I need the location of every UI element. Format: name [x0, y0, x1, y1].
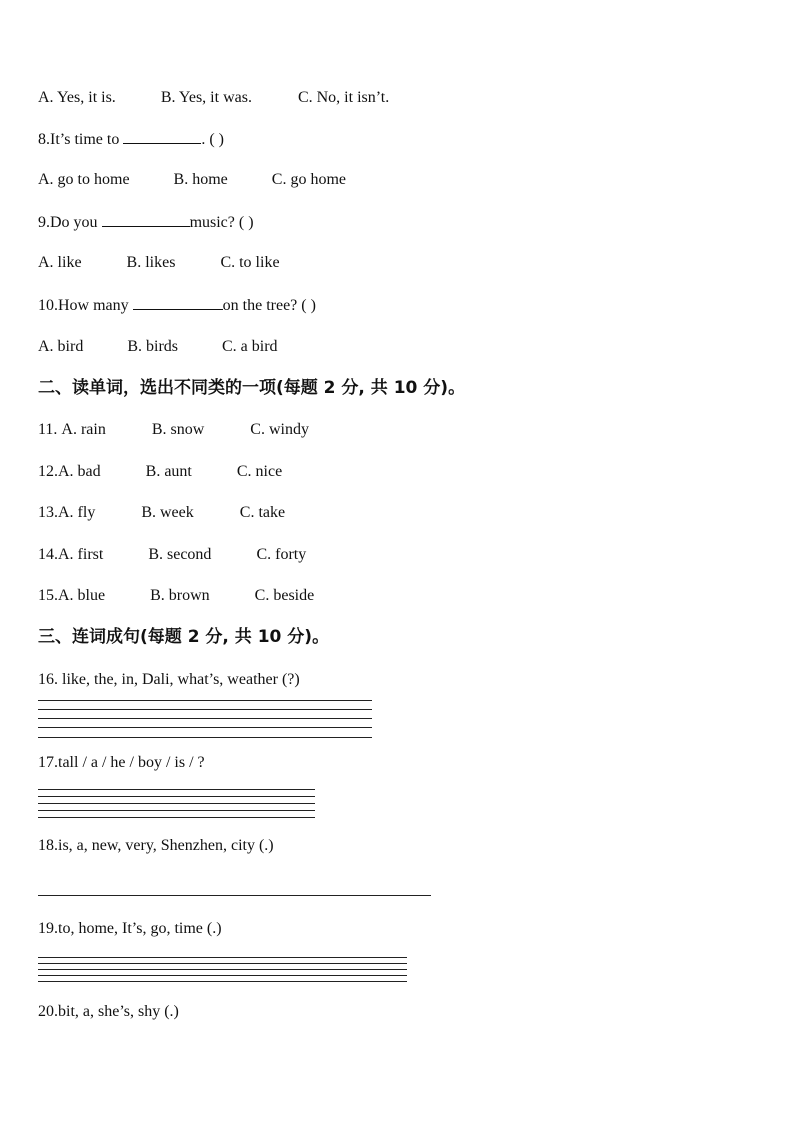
answer-rule: [38, 981, 407, 982]
section-3-heading: 三、连词成句(每题 2 分, 共 10 分)。: [38, 627, 330, 647]
q10-option-b: B. birds: [127, 338, 178, 355]
answer-rule: [38, 810, 315, 811]
q7-options: [38, 88, 389, 108]
q9-blank: [102, 212, 190, 227]
q7-option-c: C. No, it isn’t.: [297, 89, 390, 106]
q10-option-c: C. a bird: [222, 338, 278, 355]
section-2-heading: 二、读单词，选出不同类的一项(每题 2 分, 共 10 分)。: [38, 378, 466, 398]
q13-number: 13.: [38, 504, 58, 521]
q7-option-b: B. Yes, it was.: [160, 89, 252, 106]
q10-stem: [38, 295, 316, 316]
q9-option-c: C. to like: [220, 254, 280, 271]
q9-text-after: music? ( ): [189, 214, 254, 231]
q10-option-a: A. bird: [38, 338, 84, 355]
q11: [38, 420, 309, 440]
q12-option-b: B. aunt: [145, 463, 192, 480]
q14: [38, 545, 306, 565]
q15: [38, 586, 314, 606]
answer-rule: [38, 817, 315, 818]
q11-number: 11.: [38, 421, 62, 438]
q19-prompt: 19.to, home, It’s, go, time (.): [38, 920, 222, 937]
answer-rule: [38, 709, 372, 710]
q9-option-a: A. like: [38, 254, 82, 271]
q9-option-b: B. likes: [126, 254, 176, 271]
q17-prompt: 17.tall / a / he / boy / is / ?: [38, 754, 205, 771]
q8-blank: [123, 129, 201, 144]
q9-stem: [38, 212, 254, 233]
answer-rule: [38, 796, 315, 797]
q7-option-a: A. Yes, it is.: [38, 89, 116, 106]
answer-rule: [38, 969, 407, 970]
answer-rule: [38, 727, 372, 728]
q15-number: 15.: [38, 587, 58, 604]
answer-rule: [38, 975, 407, 976]
q12-number: 12.: [38, 463, 58, 480]
answer-rule: [38, 737, 372, 738]
q14-option-c: C. forty: [256, 546, 307, 563]
q9-options: [38, 253, 280, 273]
q15-option-c: C. beside: [254, 587, 315, 604]
q18-prompt: 18.is, a, new, very, Shenzhen, city (.): [38, 837, 274, 854]
q14-option-a: A. first: [58, 546, 104, 563]
answer-rule: [38, 957, 407, 958]
q8-text-before: 8.It’s time to: [38, 131, 124, 148]
q8-text-after: . ( ): [201, 131, 224, 148]
answer-rule: [38, 718, 372, 719]
answer-rule: [38, 895, 431, 896]
q13-option-b: B. week: [141, 504, 194, 521]
q8-stem: [38, 129, 224, 150]
q8-options: [38, 170, 346, 190]
q11-option-a: A. rain: [61, 421, 106, 438]
q13-option-a: A. fly: [58, 504, 96, 521]
q15-option-a: A. blue: [58, 587, 106, 604]
q12: [38, 462, 282, 482]
q15-option-b: B. brown: [150, 587, 210, 604]
answer-rule: [38, 963, 407, 964]
q14-number: 14.: [38, 546, 58, 563]
q14-option-b: B. second: [148, 546, 212, 563]
q13-option-c: C. take: [239, 504, 286, 521]
q11-option-b: B. snow: [151, 421, 205, 438]
answer-rule: [38, 700, 372, 701]
q8-option-c: C. go home: [271, 171, 346, 188]
q10-blank: [133, 295, 223, 310]
answer-rule: [38, 803, 315, 804]
q20-prompt: 20.bit, a, she’s, shy (.): [38, 1003, 179, 1020]
q10-text-after: on the tree? ( ): [222, 297, 316, 314]
q12-option-c: C. nice: [236, 463, 283, 480]
q12-option-a: A. bad: [58, 463, 101, 480]
q16-prompt: 16. like, the, in, Dali, what’s, weather (?): [38, 671, 300, 688]
q10-options: [38, 337, 278, 357]
q8-option-a: A. go to home: [38, 171, 130, 188]
q9-text-before: 9.Do you: [38, 214, 102, 231]
answer-rule: [38, 789, 315, 790]
q10-text-before: 10.How many: [38, 297, 133, 314]
q13: [38, 503, 285, 523]
q8-option-b: B. home: [173, 171, 228, 188]
q11-option-c: C. windy: [250, 421, 309, 438]
